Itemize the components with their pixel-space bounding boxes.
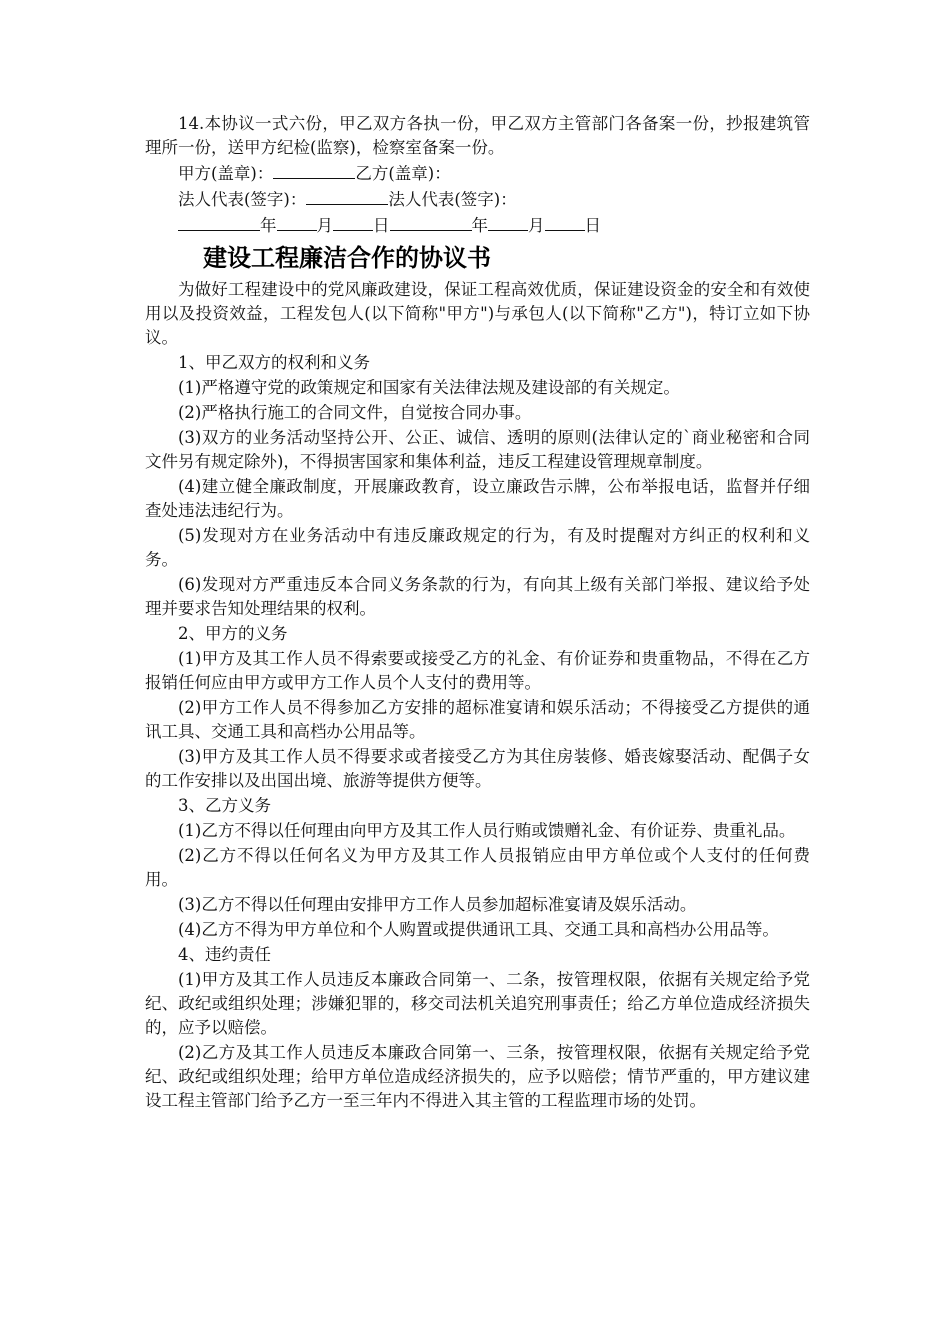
party-b-seal-label: 乙方(盖章)： [355,164,451,183]
year-b-blank [390,213,472,231]
month-a-label: 月 [316,216,333,235]
legal-rep-a-blank [306,187,388,205]
paragraph: (3)甲方及其工作人员不得要求或者接受乙方为其住房装修、婚丧嫁娶活动、配偶子女的工作安排以及出国出境、旅游等提供方便等。 [145,747,810,790]
legal-rep-line [145,187,810,212]
paragraph: (2)甲方工作人员不得参加乙方安排的超标准宴请和娱乐活动；不得接受乙方提供的通讯工具、交通工具和高档办公用品等。 [145,698,810,741]
legal-rep-b-label: 法人代表(签字)： [388,190,517,209]
day-a-label: 日 [373,216,390,235]
year-b-label: 年 [471,216,488,235]
section-heading-2: 2、甲方的义务 [178,624,288,643]
day-b-blank [545,213,585,231]
paragraph-preamble: 为做好工程建设中的党风廉政建设，保证工程高效优质，保证建设资金的安全和有效使用以及投资效益，工程发包人(以下简称"甲方")与承包人(以下简称"乙方")，特订立如下协议。 [145,280,810,347]
paragraph: (5)发现对方在业务活动中有违反廉政规定的行为，有及时提醒对方纠正的权利和义务。 [145,526,810,569]
day-a-blank [333,213,373,231]
seal-line [145,161,810,186]
section-heading-3: 3、乙方义务 [178,796,271,815]
party-a-seal-blank [273,161,355,179]
month-a-blank [277,213,317,231]
day-b-label: 日 [584,216,601,235]
month-b-blank [488,213,528,231]
paragraph: (1)甲方及其工作人员不得索要或接受乙方的礼金、有价证券和贵重物品，不得在乙方报销任何应由甲方或甲方工作人员个人支付的费用等。 [145,649,810,692]
paragraph: (2)严格执行施工的合同文件，自觉按合同办事。 [178,403,532,422]
section-heading-1: 1、甲乙双方的权利和义务 [178,353,370,372]
paragraph: (6)发现对方严重违反本合同义务条款的行为，有向其上级有关部门举报、建议给予处理并要求告知处理结果的权利。 [145,575,810,618]
paragraph: (1)严格遵守党的政策规定和国家有关法律法规及建设部的有关规定。 [178,378,680,397]
document-title: 建设工程廉洁合作的协议书 [203,244,491,272]
date-line [145,213,810,238]
legal-rep-a-label: 法人代表(签字)： [178,190,307,209]
year-a-blank [178,213,260,231]
section-heading-4: 4、违约责任 [178,945,271,964]
paragraph: (2)乙方及其工作人员违反本廉政合同第一、三条，按管理权限，依据有关规定给予党纪、政纪或组织处理；给甲方单位造成经济损失的，应予以赔偿；情节严重的，甲方建议建设工程主管部门给予乙方一至三年内不得进入其主管的工程监理市场的处罚。 [145,1043,810,1110]
month-b-label: 月 [528,216,545,235]
paragraph: (4)乙方不得为甲方单位和个人购置或提供通讯工具、交通工具和高档办公用品等。 [178,920,779,939]
paragraph: (3)乙方不得以任何理由安排甲方工作人员参加超标准宴请及娱乐活动。 [178,895,697,914]
clause-14: 14.本协议一式六份，甲乙双方各执一份，甲乙双方主管部门各备案一份，抄报建筑管理所一份，送甲方纪检(监察)，检察室备案一份。 [145,114,810,157]
document-page [145,112,810,1114]
paragraph: (1)乙方不得以任何理由向甲方及其工作人员行贿或馈赠礼金、有价证券、贵重礼品。 [178,821,796,840]
paragraph: (3)双方的业务活动坚持公开、公正、诚信、透明的原则(法律认定的`商业秘密和合同文件另有规定除外)，不得损害国家和集体利益，违反工程建设管理规章制度。 [145,428,810,471]
paragraph: (4)建立健全廉政制度，开展廉政教育，设立廉政告示牌，公布举报电话，监督并仔细查处违法违纪行为。 [145,477,810,520]
party-a-seal-label: 甲方(盖章)： [178,164,274,183]
year-a-label: 年 [260,216,277,235]
paragraph: (2)乙方不得以任何名义为甲方及其工作人员报销应由甲方单位或个人支付的任何费用。 [145,846,810,889]
paragraph: (1)甲方及其工作人员违反本廉政合同第一、二条，按管理权限，依据有关规定给予党纪、政纪或组织处理；涉嫌犯罪的，移交司法机关追究刑事责任；给乙方单位造成经济损失的，应予以赔偿。 [145,970,810,1037]
